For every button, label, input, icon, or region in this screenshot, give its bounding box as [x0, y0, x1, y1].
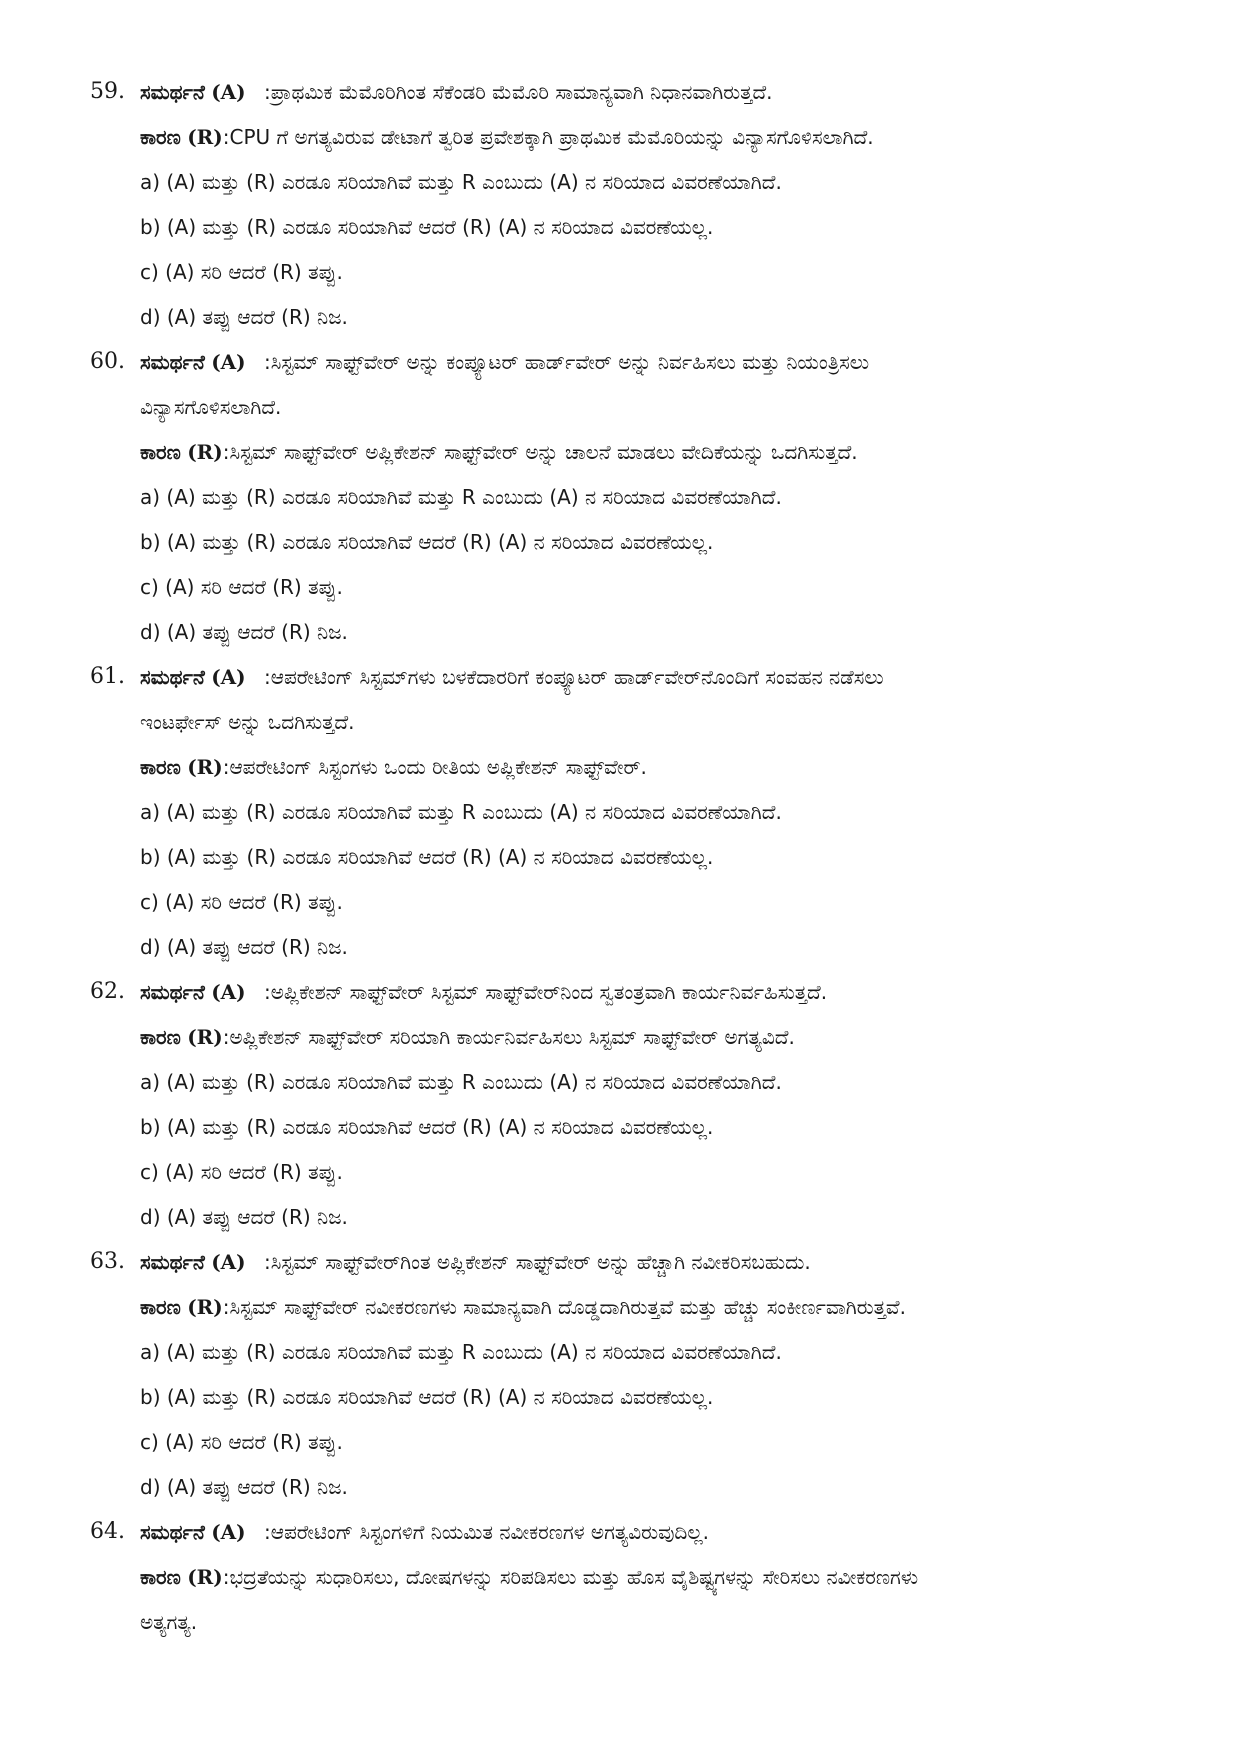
- reason-label: ಕಾರಣ: [140, 1025, 181, 1049]
- reason-line: [140, 1023, 795, 1051]
- assertion-text: :ಪ್ರಾಥಮಿಕ ಮೆಮೊರಿಗಿಂತ ಸೆಕೆಂಡರಿ ಮೆಮೊರಿ ಸಾಮಾನ್ಯವಾಗಿ ನಿಧಾನವಾಗಿರುತ್ತದೆ.: [264, 80, 773, 104]
- reason-label: ಕಾರಣ: [140, 1565, 181, 1589]
- assertion-label: ಸಮರ್ಥನೆ: [140, 80, 205, 104]
- assertion-text: :ಅಪ್ಲಿಕೇಶನ್ ಸಾಫ್ಟ್‌ವೇರ್ ಸಿಸ್ಟಮ್ ಸಾಫ್ಟ್‌ವೇರ್‌ನಿಂದ ಸ್ವತಂತ್ರವಾಗಿ ಕಾರ್ಯನಿರ್ವಹಿಸುತ್ತದೆ.: [264, 980, 828, 1004]
- option-a: a) (A) ಮತ್ತು (R) ಎರಡೂ ಸರಿಯಾಗಿವೆ ಮತ್ತು R ಎಂಬುದು (A) ನ ಸರಿಯಾದ ವಿವರಣೆಯಾಗಿದೆ.: [140, 1070, 782, 1094]
- reason-text: :ಭದ್ರತೆಯನ್ನು ಸುಧಾರಿಸಲು, ದೋಷಗಳನ್ನು ಸರಿಪಡಿಸಲು ಮತ್ತು ಹೊಸ ವೈಶಿಷ್ಟ್ಯಗಳನ್ನು ಸೇರಿಸಲು ನವೀಕರಣಗಳು: [222, 1565, 919, 1589]
- reason-line: [140, 123, 874, 151]
- assertion-line: [140, 1248, 811, 1276]
- reason-label: ಕಾರಣ: [140, 440, 181, 464]
- assertion-continuation: ವಿನ್ಯಾಸಗೊಳಿಸಲಾಗಿದೆ.: [140, 395, 282, 419]
- reason-tag: (R): [187, 125, 223, 149]
- assertion-line: [140, 978, 827, 1006]
- assertion-continuation: ಇಂಟರ್ಫೇಸ್ ಅನ್ನು ಒದಗಿಸುತ್ತದೆ.: [140, 710, 355, 734]
- reason-label: ಕಾರಣ: [140, 1295, 181, 1319]
- option-c: c) (A) ಸರಿ ಆದರೆ (R) ತಪ್ಪು.: [140, 260, 343, 284]
- reason-text: :ಸಿಸ್ಟಮ್ ಸಾಫ್ಟ್‌ವೇರ್ ಅಪ್ಲಿಕೇಶನ್ ಸಾಫ್ಟ್‌ವೇರ್ ಅನ್ನು ಚಾಲನೆ ಮಾಡಲು ವೇದಿಕೆಯನ್ನು ಒದಗಿಸುತ್ತದೆ.: [222, 440, 858, 464]
- question-number: 60.: [90, 349, 125, 374]
- option-b: b) (A) ಮತ್ತು (R) ಎರಡೂ ಸರಿಯಾಗಿವೆ ಆದರೆ (R) (A) ನ ಸರಿಯಾದ ವಿವರಣೆಯಲ್ಲ.: [140, 845, 714, 869]
- assertion-label: ಸಮರ್ಥನೆ: [140, 980, 205, 1004]
- assertion-tag: (A): [211, 1250, 246, 1274]
- question-number: 59.: [90, 79, 125, 104]
- option-a: a) (A) ಮತ್ತು (R) ಎರಡೂ ಸರಿಯಾಗಿವೆ ಮತ್ತು R ಎಂಬುದು (A) ನ ಸರಿಯಾದ ವಿವರಣೆಯಾಗಿದೆ.: [140, 485, 782, 509]
- assertion-tag: (A): [211, 1520, 246, 1544]
- reason-tag: (R): [187, 1295, 223, 1319]
- option-d: d) (A) ತಪ್ಪು ಆದರೆ (R) ನಿಜ.: [140, 1475, 348, 1499]
- option-a: a) (A) ಮತ್ತು (R) ಎರಡೂ ಸರಿಯಾಗಿವೆ ಮತ್ತು R ಎಂಬುದು (A) ನ ಸರಿಯಾದ ವಿವರಣೆಯಾಗಿದೆ.: [140, 800, 782, 824]
- option-d: d) (A) ತಪ್ಪು ಆದರೆ (R) ನಿಜ.: [140, 1205, 348, 1229]
- assertion-text: :ಸಿಸ್ಟಮ್ ಸಾಫ್ಟ್‌ವೇರ್‌ಗಿಂತ ಅಪ್ಲಿಕೇಶನ್ ಸಾಫ್ಟ್‌ವೇರ್ ಅನ್ನು ಹೆಚ್ಚಾಗಿ ನವೀಕರಿಸಬಹುದು.: [264, 1250, 811, 1274]
- assertion-label: ಸಮರ್ಥನೆ: [140, 350, 205, 374]
- option-c: c) (A) ಸರಿ ಆದರೆ (R) ತಪ್ಪು.: [140, 575, 343, 599]
- reason-text: :CPU ಗೆ ಅಗತ್ಯವಿರುವ ಡೇಟಾಗೆ ತ್ವರಿತ ಪ್ರವೇಶಕ್ಕಾಗಿ ಪ್ರಾಥಮಿಕ ಮೆಮೊರಿಯನ್ನು ವಿನ್ಯಾಸಗೊಳಿಸಲಾಗಿದೆ.: [222, 125, 874, 149]
- option-c: c) (A) ಸರಿ ಆದರೆ (R) ತಪ್ಪು.: [140, 1160, 343, 1184]
- reason-tag: (R): [187, 1565, 223, 1589]
- reason-label: ಕಾರಣ: [140, 755, 181, 779]
- assertion-line: [140, 348, 869, 376]
- reason-text: :ಆಪರೇಟಿಂಗ್ ಸಿಸ್ಟಂಗಳು ಒಂದು ರೀತಿಯ ಅಪ್ಲಿಕೇಶನ್ ಸಾಫ್ಟ್‌ವೇರ್.: [222, 755, 647, 779]
- assertion-label: ಸಮರ್ಥನೆ: [140, 1520, 205, 1544]
- option-b: b) (A) ಮತ್ತು (R) ಎರಡೂ ಸರಿಯಾಗಿವೆ ಆದರೆ (R) (A) ನ ಸರಿಯಾದ ವಿವರಣೆಯಲ್ಲ.: [140, 1385, 714, 1409]
- reason-text: :ಅಪ್ಲಿಕೇಶನ್ ಸಾಫ್ಟ್‌ವೇರ್ ಸರಿಯಾಗಿ ಕಾರ್ಯನಿರ್ವಹಿಸಲು ಸಿಸ್ಟಮ್ ಸಾಫ್ಟ್‌ವೇರ್ ಅಗತ್ಯವಿದೆ.: [222, 1025, 795, 1049]
- question-number: 61.: [90, 664, 125, 689]
- option-b: b) (A) ಮತ್ತು (R) ಎರಡೂ ಸರಿಯಾಗಿವೆ ಆದರೆ (R) (A) ನ ಸರಿಯಾದ ವಿವರಣೆಯಲ್ಲ.: [140, 215, 714, 239]
- assertion-line: [140, 1518, 709, 1546]
- reason-text: :ಸಿಸ್ಟಮ್ ಸಾಫ್ಟ್‌ವೇರ್ ನವೀಕರಣಗಳು ಸಾಮಾನ್ಯವಾಗಿ ದೊಡ್ಡದಾಗಿರುತ್ತವೆ ಮತ್ತು ಹೆಚ್ಚು ಸಂಕೀರ್ಣವಾಗಿರುತ್ತವೆ.: [222, 1295, 906, 1319]
- assertion-text: :ಆಪರೇಟಿಂಗ್ ಸಿಸ್ಟಂಗಳಿಗೆ ನಿಯಮಿತ ನವೀಕರಣಗಳ ಅಗತ್ಯವಿರುವುದಿಲ್ಲ.: [264, 1520, 710, 1544]
- assertion-text: :ಆಪರೇಟಿಂಗ್ ಸಿಸ್ಟಮ್‌ಗಳು ಬಳಕೆದಾರರಿಗೆ ಕಂಪ್ಯೂಟರ್ ಹಾರ್ಡ್‌ವೇರ್‌ನೊಂದಿಗೆ ಸಂವಹನ ನಡೆಸಲು: [264, 665, 884, 689]
- reason-tag: (R): [187, 440, 223, 464]
- option-a: a) (A) ಮತ್ತು (R) ಎರಡೂ ಸರಿಯಾಗಿವೆ ಮತ್ತು R ಎಂಬುದು (A) ನ ಸರಿಯಾದ ವಿವರಣೆಯಾಗಿದೆ.: [140, 170, 782, 194]
- option-a: a) (A) ಮತ್ತು (R) ಎರಡೂ ಸರಿಯಾಗಿವೆ ಮತ್ತು R ಎಂಬುದು (A) ನ ಸರಿಯಾದ ವಿವರಣೆಯಾಗಿದೆ.: [140, 1340, 782, 1364]
- question-number: 62.: [90, 979, 125, 1004]
- option-c: c) (A) ಸರಿ ಆದರೆ (R) ತಪ್ಪು.: [140, 1430, 343, 1454]
- reason-tag: (R): [187, 1025, 223, 1049]
- reason-label: ಕಾರಣ: [140, 125, 181, 149]
- question-number: 63.: [90, 1249, 125, 1274]
- question-number: 64.: [90, 1519, 125, 1544]
- assertion-line: [140, 78, 773, 106]
- reason-line: [140, 438, 858, 466]
- option-d: d) (A) ತಪ್ಪು ಆದರೆ (R) ನಿಜ.: [140, 620, 348, 644]
- option-d: d) (A) ತಪ್ಪು ಆದರೆ (R) ನಿಜ.: [140, 305, 348, 329]
- assertion-text: :ಸಿಸ್ಟಮ್ ಸಾಫ್ಟ್‌ವೇರ್ ಅನ್ನು ಕಂಪ್ಯೂಟರ್ ಹಾರ್ಡ್‌ವೇರ್ ಅನ್ನು ನಿರ್ವಹಿಸಲು ಮತ್ತು ನಿಯಂತ್ರಿಸಲು: [264, 350, 870, 374]
- reason-line: [140, 1293, 906, 1321]
- assertion-label: ಸಮರ್ಥನೆ: [140, 1250, 205, 1274]
- assertion-label: ಸಮರ್ಥನೆ: [140, 665, 205, 689]
- option-c: c) (A) ಸರಿ ಆದರೆ (R) ತಪ್ಪು.: [140, 890, 343, 914]
- reason-continuation: ಅತ್ಯಗತ್ಯ.: [140, 1610, 198, 1634]
- option-b: b) (A) ಮತ್ತು (R) ಎರಡೂ ಸರಿಯಾಗಿವೆ ಆದರೆ (R) (A) ನ ಸರಿಯಾದ ವಿವರಣೆಯಲ್ಲ.: [140, 530, 714, 554]
- assertion-tag: (A): [211, 80, 246, 104]
- assertion-tag: (A): [211, 980, 246, 1004]
- assertion-line: [140, 663, 884, 691]
- reason-line: [140, 753, 647, 781]
- reason-line: [140, 1563, 918, 1591]
- reason-tag: (R): [187, 755, 223, 779]
- assertion-tag: (A): [211, 350, 246, 374]
- assertion-tag: (A): [211, 665, 246, 689]
- option-d: d) (A) ತಪ್ಪು ಆದರೆ (R) ನಿಜ.: [140, 935, 348, 959]
- option-b: b) (A) ಮತ್ತು (R) ಎರಡೂ ಸರಿಯಾಗಿವೆ ಆದರೆ (R) (A) ನ ಸರಿಯಾದ ವಿವರಣೆಯಲ್ಲ.: [140, 1115, 714, 1139]
